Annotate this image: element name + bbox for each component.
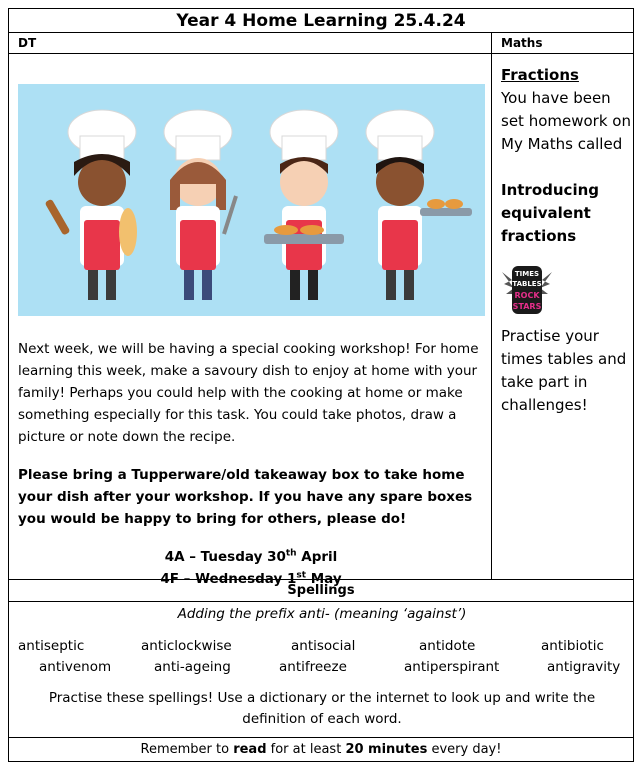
spelling-word: antifreeze: [279, 659, 347, 675]
maths-homework-text: You have been set homework on My Maths called: [501, 89, 631, 153]
maths-homework-name: Introducing equivalent fractions: [501, 181, 599, 245]
spelling-word: antiperspirant: [404, 659, 500, 675]
spellings-heading: Spellings: [8, 579, 634, 602]
dt-panel: [8, 53, 492, 587]
svg-text:STARS: STARS: [512, 302, 542, 311]
class-4f-date: 4F – Wednesday 1st May: [160, 570, 342, 587]
class-4a-date: 4A – Tuesday 30th April: [164, 548, 338, 565]
svg-text:TIMES: TIMES: [514, 270, 540, 278]
spelling-word: antisocial: [291, 638, 356, 654]
svg-text:ROCK: ROCK: [514, 291, 540, 300]
home-learning-sheet: [8, 8, 634, 762]
chef-girl-2: [164, 110, 236, 300]
chef-boy-2: [366, 110, 472, 300]
spellings-panel: [8, 601, 634, 738]
dt-intro-text: Next week, we will be having a special cooking workshop! For home learning this week, make a savoury dish to enjoy at home with your family! Perhaps you could help with the cooking at home or make something especially for this task. You could take photos, draw a picture or note down the recipe.: [18, 341, 479, 445]
times-tables-rock-stars-logo: [500, 262, 554, 318]
svg-text:TABLES: TABLES: [512, 280, 542, 288]
maths-heading: Maths: [491, 32, 634, 54]
spellings-subtitle: Adding the prefix anti- (meaning ‘against’): [177, 606, 467, 622]
dt-box-request: Please bring a Tupperware/old takeaway box to take home your dish after your workshop. If you have any spare boxes you would be happy to bring for others, please do!: [18, 467, 473, 527]
dt-heading: DT: [8, 32, 492, 54]
spelling-word: antivenom: [39, 659, 112, 675]
maths-panel: [491, 53, 634, 580]
spelling-word: anticlockwise: [141, 638, 232, 654]
reading-reminder: Remember to read for at least 20 minutes every day!: [8, 737, 634, 762]
ttrs-instruction: Practise your times tables and take part in challenges!: [501, 327, 627, 414]
chef-boy-1: [264, 110, 344, 300]
spelling-word: anti-ageing: [154, 659, 231, 675]
children-chefs-illustration: [18, 84, 485, 316]
spellings-instruction: Practise these spellings! Use a dictionary or the internet to look up and write the definition of each word.: [48, 690, 596, 727]
spelling-word: antibiotic: [541, 638, 604, 654]
spelling-word: antidote: [419, 638, 476, 654]
spelling-word: antigravity: [547, 659, 621, 675]
spelling-word: antiseptic: [18, 638, 85, 654]
chef-girl-1: [45, 110, 137, 300]
page-title: Year 4 Home Learning 25.4.24: [8, 8, 634, 33]
maths-topic: Fractions: [501, 66, 579, 84]
